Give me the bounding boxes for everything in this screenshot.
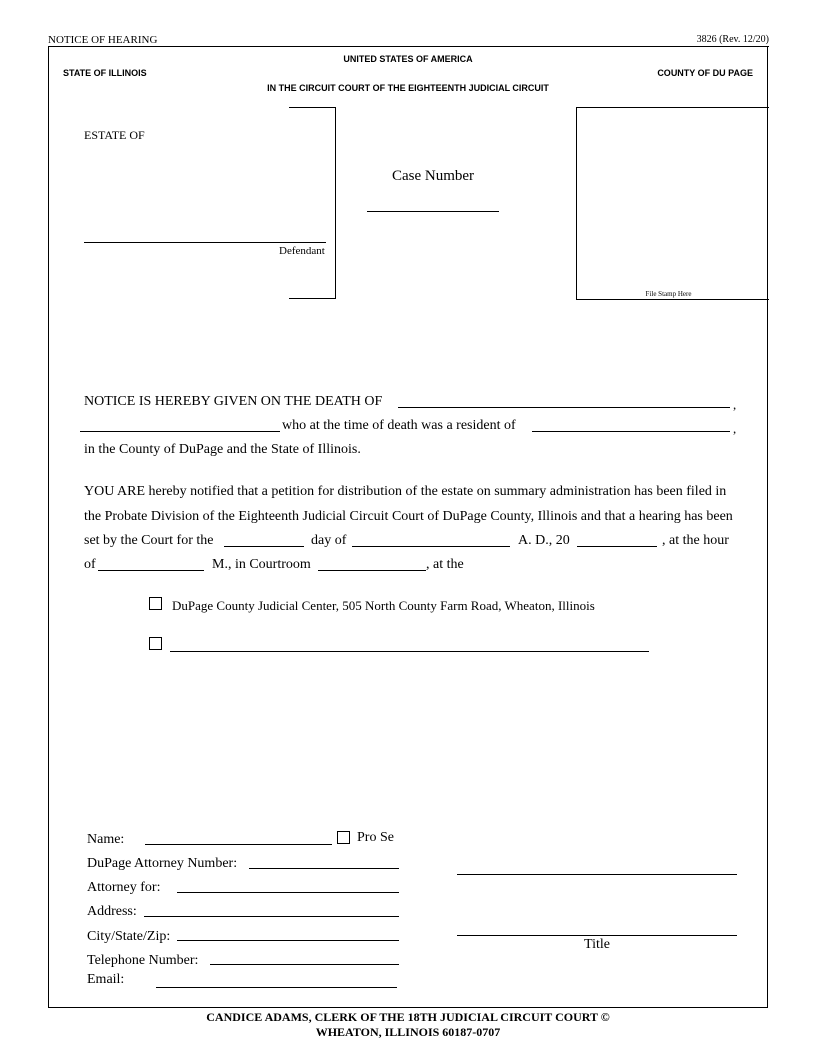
city-state-zip-field[interactable]: [177, 926, 399, 941]
at-the-text: , at the: [426, 557, 464, 572]
attorney-number-label: DuPage Attorney Number:: [87, 856, 238, 871]
hearing-month-field[interactable]: [352, 532, 510, 547]
title-field[interactable]: [457, 921, 737, 936]
country-heading: UNITED STATES OF AMERICA: [343, 54, 473, 64]
county-heading: COUNTY OF DU PAGE: [657, 68, 753, 78]
file-stamp-label: File Stamp Here: [645, 290, 692, 298]
comma-2: ,: [733, 421, 737, 436]
footer-clerk: CANDICE ADAMS, CLERK OF THE 18TH JUDICIAL CIRCUIT COURT ©: [206, 1010, 610, 1024]
courtroom-field[interactable]: [318, 556, 426, 571]
address-field[interactable]: [144, 902, 399, 917]
location-option-2-checkbox[interactable]: [149, 637, 162, 650]
attorney-number-field[interactable]: [249, 854, 399, 869]
telephone-label: Telephone Number:: [87, 953, 199, 968]
day-of-text: day of: [311, 533, 347, 548]
pro-se-label: Pro Se: [357, 830, 394, 845]
court-heading: IN THE CIRCUIT COURT OF THE EIGHTEENTH JUDICIAL CIRCUIT: [267, 83, 549, 93]
petition-line-2: the Probate Division of the Eighteenth Judicial Circuit Court of DuPage County, Illinois and that a hearing has been: [84, 509, 733, 524]
location-option-1-checkbox[interactable]: [149, 597, 162, 610]
file-stamp-box: [576, 107, 769, 300]
ad-20-text: A. D., 20: [518, 533, 570, 548]
telephone-field[interactable]: [210, 950, 399, 965]
attorney-for-label: Attorney for:: [87, 880, 161, 895]
county-state-text: in the County of DuPage and the State of Illinois.: [84, 442, 361, 457]
hearing-hour-field[interactable]: [98, 556, 204, 571]
of-text: of: [84, 557, 96, 572]
address-label: Address:: [87, 904, 137, 919]
estate-of-label: ESTATE OF: [84, 128, 145, 142]
location-option-2-field[interactable]: [170, 637, 649, 652]
pro-se-checkbox[interactable]: [337, 831, 350, 844]
at-hour-text: , at the hour: [662, 533, 729, 548]
death-intro-text: NOTICE IS HEREBY GIVEN ON THE DEATH OF: [84, 394, 383, 409]
title-label: Title: [584, 937, 610, 952]
petition-line-1: YOU ARE hereby notified that a petition for distribution of the estate on summary administration has been filed in: [84, 484, 727, 499]
decedent-name-field[interactable]: [398, 393, 730, 408]
name-field[interactable]: [145, 830, 332, 845]
case-number-field[interactable]: [367, 197, 499, 212]
form-name: NOTICE OF HEARING: [48, 34, 158, 46]
name-label: Name:: [87, 832, 125, 847]
case-number-label: Case Number: [391, 168, 475, 184]
city-state-zip-label: City/State/Zip:: [87, 929, 171, 944]
signature-field[interactable]: [457, 860, 737, 875]
decedent-name-cont-field[interactable]: [80, 417, 280, 432]
caption-bracket: [289, 107, 336, 299]
attorney-for-field[interactable]: [177, 878, 399, 893]
footer-address: WHEATON, ILLINOIS 60187-0707: [315, 1025, 501, 1039]
email-label: Email:: [87, 972, 125, 987]
set-by-text: set by the Court for the: [84, 533, 214, 548]
email-field[interactable]: [156, 973, 397, 988]
form-number: 3826 (Rev. 12/20): [696, 34, 769, 45]
hearing-day-field[interactable]: [224, 532, 304, 547]
m-courtroom-text: M., in Courtroom: [212, 557, 311, 572]
defendant-label: Defendant: [279, 245, 325, 257]
comma-1: ,: [733, 397, 737, 412]
hearing-year-field[interactable]: [577, 532, 657, 547]
location-option-1-label: DuPage County Judicial Center, 505 North County Farm Road, Wheaton, Illinois: [172, 598, 595, 613]
state-heading: STATE OF ILLINOIS: [63, 68, 147, 78]
resident-text: who at the time of death was a resident of: [282, 418, 516, 433]
resident-of-field[interactable]: [532, 417, 730, 432]
